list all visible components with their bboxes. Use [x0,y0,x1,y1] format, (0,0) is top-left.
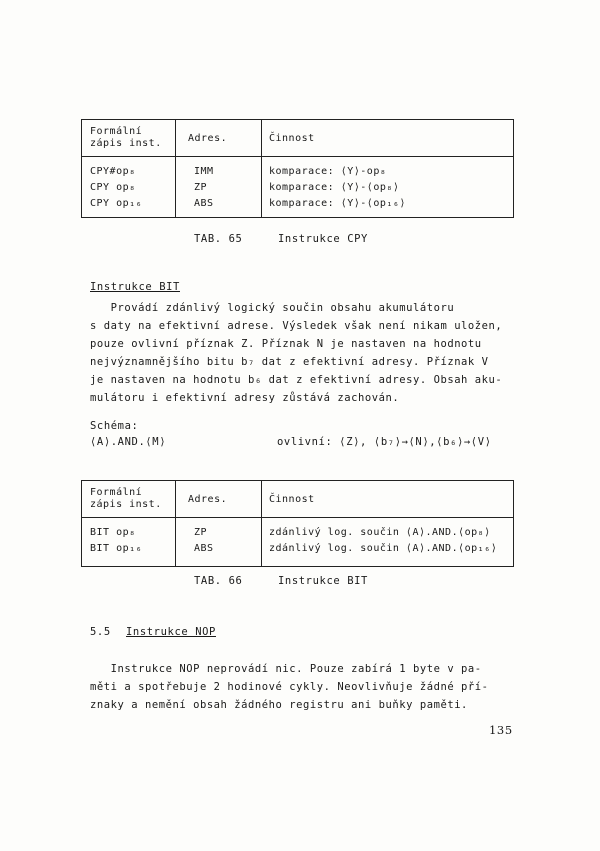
paragraph-nop [90,660,489,714]
page-number: 135 [489,723,513,737]
section-heading-nop: Instrukce NOP [126,626,216,638]
header-divider [82,517,513,518]
row-address: ZP [194,182,208,193]
paragraph-line: znaky a nemění obsah žádného registru ani buňky paměti. [90,699,468,711]
header-activity: Činnost [269,133,315,144]
header-address: Adres. [188,494,228,505]
row-address: IMM [194,166,214,177]
row-address: ABS [194,198,214,209]
row-activity: komparace: ⟨Y⟩-⟨op₈⟩ [269,182,400,193]
section-number: 5.5 [90,626,111,638]
row-activity: komparace: ⟨Y⟩-op₈ [269,166,387,177]
paragraph-line: pouze ovlivní příznak Z. Příznak N je nastaven na hodnotu [90,338,482,350]
row-activity: zdánlivý log. součin ⟨A⟩.AND.⟨op₁₆⟩ [269,543,498,554]
paragraph-line: s daty na efektivní adrese. Výsledek však není nikam uložen, [90,320,503,332]
row-notation: CPY op₈ [90,182,136,193]
header-activity: Činnost [269,494,315,505]
header-divider [82,156,513,157]
header-notation-line2: zápis inst. [90,499,162,510]
schema-formula: ⟨A⟩.AND.⟨M⟩ [90,436,167,448]
schema-affects: ovlivní: ⟨Z⟩, ⟨b₇⟩→⟨N⟩,⟨b₆⟩→⟨V⟩ [277,436,492,448]
row-notation: CPY#op₈ [90,166,136,177]
paragraph-line: mulátoru i efektivní adresy zůstává zachován. [90,392,400,404]
row-activity: zdánlivý log. součin ⟨A⟩.AND.⟨op₈⟩ [269,527,491,538]
paragraph-bit [90,299,502,407]
paragraph-line: Instrukce NOP neprovádí nic. Pouze zabírá 1 byte v pa- [90,663,482,675]
column-divider [261,120,262,217]
header-notation-line1: Formální [90,487,143,498]
header-notation-line2: zápis inst. [90,138,162,149]
paragraph-line: nejvýznamnějšího bitu b₇ dat z efektivní adresy. Příznak V [90,356,489,368]
table-caption-title: Instrukce BIT [278,575,368,587]
row-notation: BIT op₁₆ [90,543,143,554]
paragraph-line: je nastaven na hodnotu b₆ dat z efektivní adresy. Obsah aku- [90,374,503,386]
column-divider [175,481,176,566]
column-divider [175,120,176,217]
table-caption-label: TAB. 65 [194,233,243,245]
row-address: ZP [194,527,208,538]
table-caption-title: Instrukce CPY [278,233,368,245]
column-divider [261,481,262,566]
schema-label: Schéma: [90,420,139,432]
header-address: Adres. [188,133,228,144]
header-notation-line1: Formální [90,126,143,137]
section-heading-bit: Instrukce BIT [90,281,180,293]
paragraph-line: Provádí zdánlivý logický součin obsahu akumulátoru [90,302,455,314]
row-notation: BIT op₈ [90,527,136,538]
row-address: ABS [194,543,214,554]
paragraph-line: měti a spotřebuje 2 hodinové cykly. Neovlivňuje žádné pří- [90,681,489,693]
table-bit [81,480,514,567]
table-caption-label: TAB. 66 [194,575,243,587]
row-activity: komparace: ⟨Y⟩-⟨op₁₆⟩ [269,198,406,209]
row-notation: CPY op₁₆ [90,198,143,209]
table-cpy [81,119,514,218]
